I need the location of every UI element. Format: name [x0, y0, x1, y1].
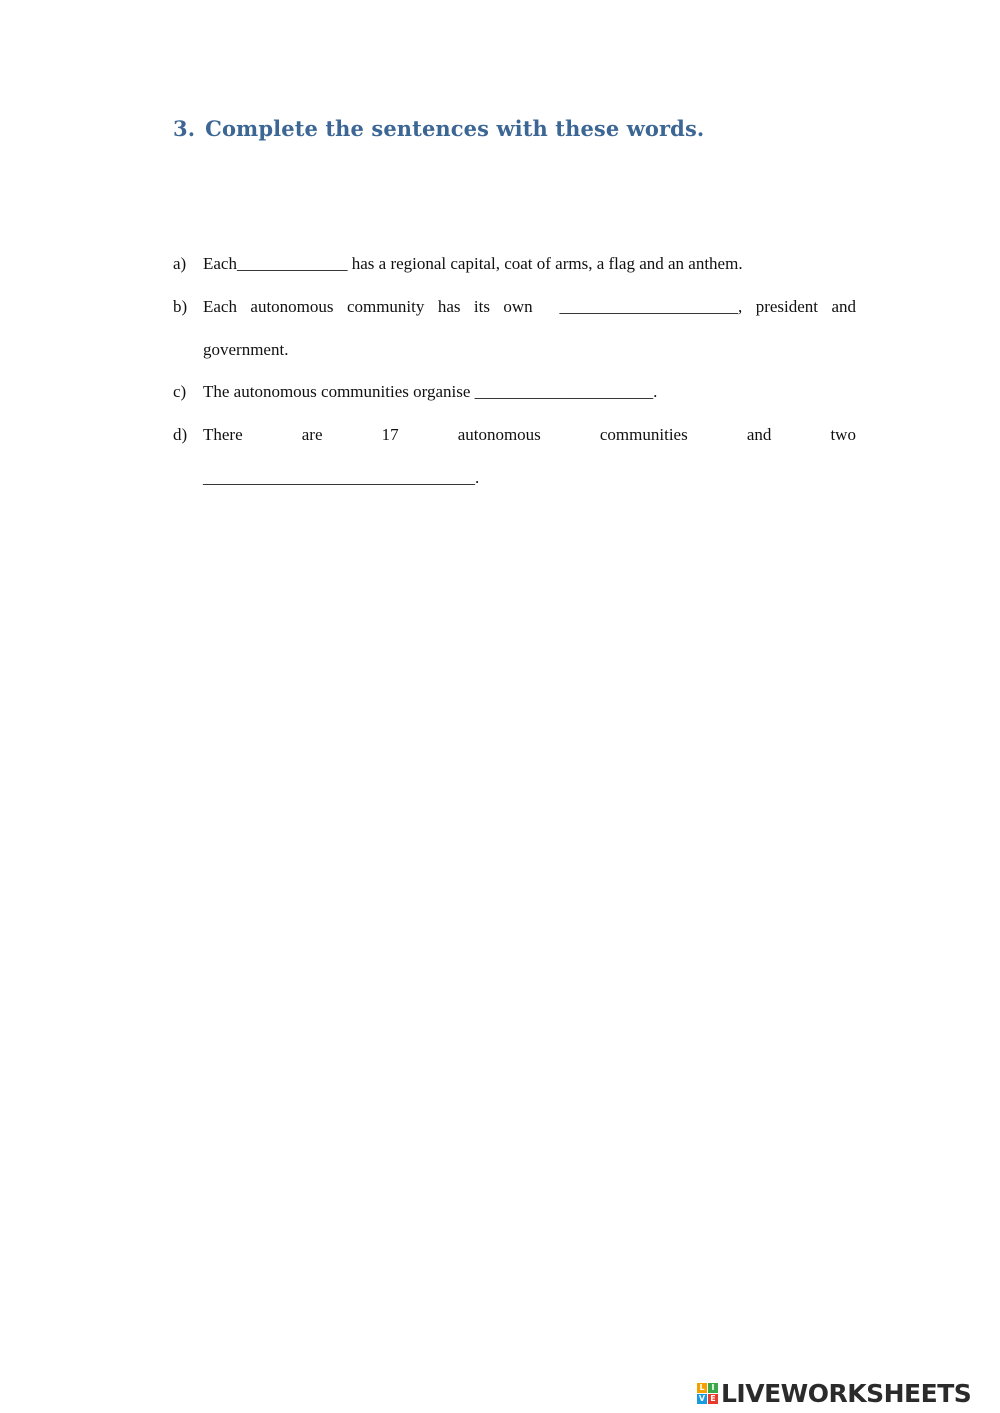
item-label-d: d): [173, 425, 188, 444]
liveworksheets-logo: [697, 1378, 971, 1408]
blank-c[interactable]: The autonomous communities organise _____________________.: [203, 382, 658, 401]
item-b-line-2: government.: [203, 340, 289, 359]
logo-text: LIVEWORKSHEETS: [721, 1378, 972, 1408]
item-label-a: a): [173, 254, 187, 273]
item-d-line-2: [203, 468, 856, 488]
exercise-title: [173, 116, 704, 141]
blank-d[interactable]: ________________________________.: [203, 468, 480, 487]
item-d-line-1: There are 17 autonomous communities and two: [203, 425, 856, 444]
exercise-instruction: Complete the sentences with these words.: [205, 116, 705, 141]
blank-b[interactable]: _____________________,: [559, 297, 743, 316]
blank-a[interactable]: Each_____________: [203, 254, 352, 273]
logo-icon: L I V E: [697, 1383, 718, 1404]
item-a-line-1: Each_____________ has a regional capital, coat of arms, a flag and an anthem.: [203, 254, 743, 273]
item-label-b: b): [173, 297, 188, 316]
item-c-line-1: [203, 382, 856, 402]
item-label-c: c): [173, 382, 187, 401]
exercise-number: 3.: [173, 116, 196, 141]
item-b-line-1: Each autonomous community has its own _____________________, president and: [203, 297, 856, 316]
